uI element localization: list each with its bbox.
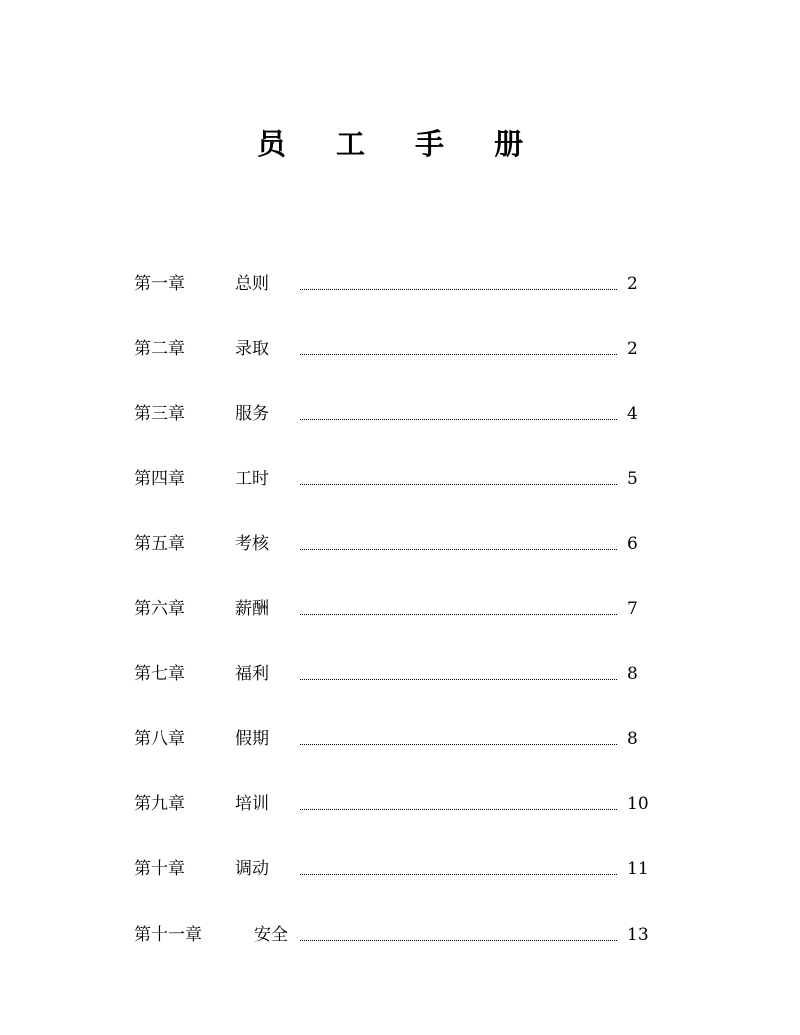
toc-leader: [300, 809, 617, 810]
toc-chapter: 第一章: [134, 274, 185, 294]
toc-page-number: 8: [627, 664, 638, 684]
toc-chapter: 第三章: [134, 404, 185, 424]
toc-page-number: 11: [627, 859, 649, 879]
toc-leader: [300, 614, 617, 615]
toc-page-number: 5: [627, 469, 638, 489]
toc-topic: 安全: [254, 925, 288, 945]
toc-topic: 薪酬: [235, 599, 269, 619]
toc-chapter: 第五章: [134, 534, 185, 554]
toc-topic: 工时: [235, 469, 269, 489]
toc-leader: [300, 940, 617, 941]
toc-page-number: 8: [627, 729, 638, 749]
toc-chapter: 第十一章: [134, 925, 202, 945]
toc-leader: [300, 744, 617, 745]
toc-topic: 总则: [235, 274, 269, 294]
toc-topic: 录取: [235, 339, 269, 359]
toc-topic: 福利: [235, 664, 269, 684]
toc-leader: [300, 484, 617, 485]
toc-topic: 假期: [235, 729, 269, 749]
toc-topic: 培训: [235, 794, 269, 814]
toc-page-number: 2: [627, 274, 638, 294]
toc-page-number: 4: [627, 404, 638, 424]
toc-page-number: 10: [627, 794, 649, 814]
toc-page-number: 2: [627, 339, 638, 359]
toc-topic: 考核: [235, 534, 269, 554]
toc-chapter: 第八章: [134, 729, 185, 749]
toc-chapter: 第二章: [134, 339, 185, 359]
toc-leader: [300, 549, 617, 550]
toc-chapter: 第七章: [134, 664, 185, 684]
toc-leader: [300, 354, 617, 355]
toc-leader: [300, 289, 617, 290]
toc-leader: [300, 874, 617, 875]
toc-chapter: 第六章: [134, 599, 185, 619]
toc-topic: 调动: [235, 859, 269, 879]
toc-chapter: 第四章: [134, 469, 185, 489]
document-title: 员 工 手 册: [256, 127, 544, 161]
toc-page-number: 6: [627, 534, 638, 554]
toc-chapter: 第十章: [134, 859, 185, 879]
toc-page-number: 13: [627, 925, 649, 945]
toc-chapter: 第九章: [134, 794, 185, 814]
toc-leader: [300, 679, 617, 680]
toc-topic: 服务: [235, 404, 269, 424]
toc-leader: [300, 419, 617, 420]
toc-page-number: 7: [627, 599, 638, 619]
